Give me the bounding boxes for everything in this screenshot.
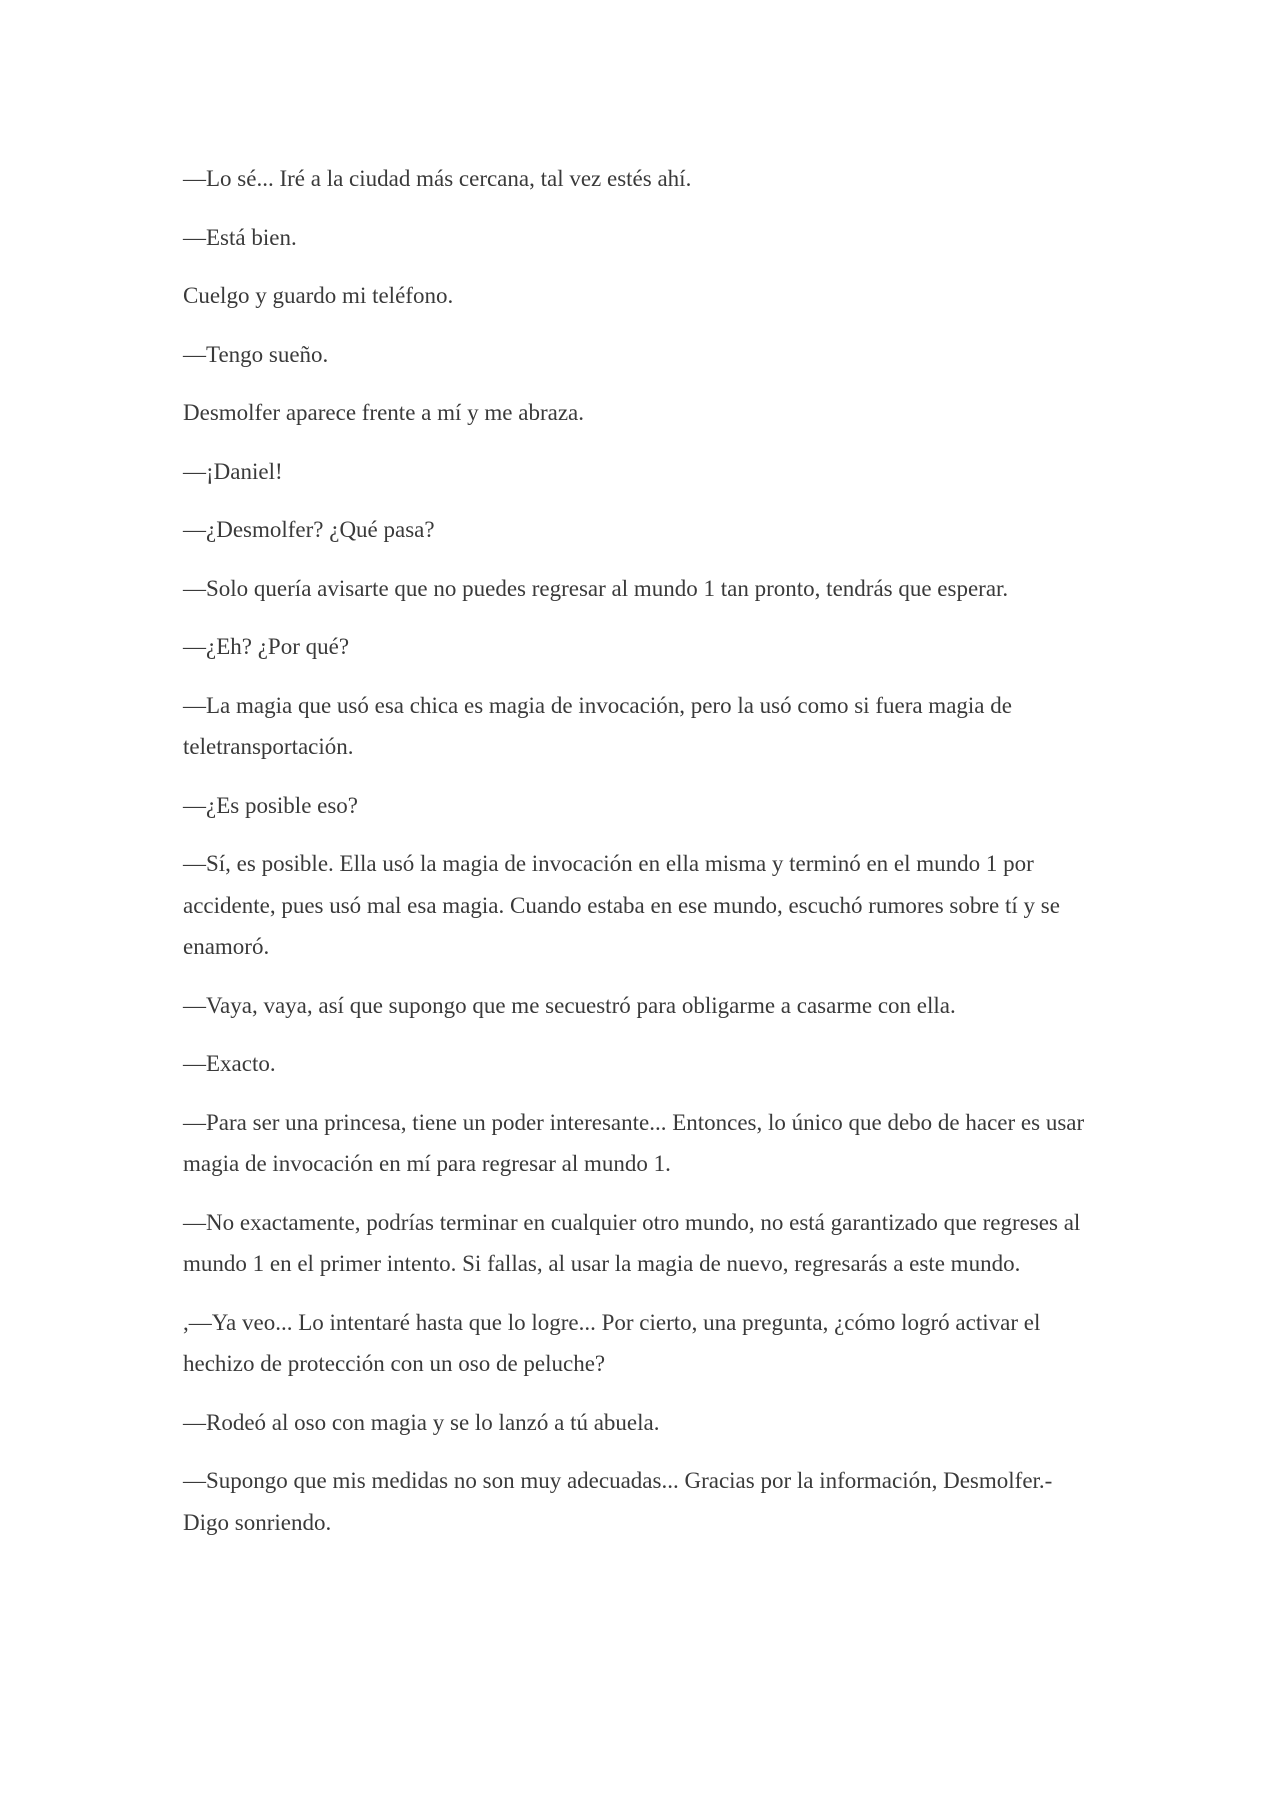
paragraph: Cuelgo y guardo mi teléfono. [183, 283, 454, 308]
paragraph: —Exacto. [183, 1051, 276, 1076]
document-page [183, 158, 1103, 1560]
paragraph: —¿Es posible eso? [183, 792, 359, 818]
paragraph: —¡Daniel! [183, 458, 283, 484]
paragraph: Desmolfer aparece frente a mí y me abraza. [183, 400, 584, 425]
paragraph: —Rodeó al oso con magia y se lo lanzó a tú abuela. [183, 1409, 660, 1435]
paragraph: —Sí, es posible. Ella usó la magia de invocación en ella misma y terminó en el mundo 1 por accidente, pues usó mal esa magia. Cuando estaba en ese mundo, escuchó rumores sobre tí y se enamoró. [183, 851, 1060, 959]
paragraph: —Solo quería avisarte que no puedes regresar al mundo 1 tan pronto, tendrás que esperar. [183, 575, 1009, 601]
paragraph: —Supongo que mis medidas no son muy adecuadas... Gracias por la información, Desmolfer.- Digo sonriendo. [183, 1468, 1053, 1535]
paragraph: —Está bien. [183, 224, 297, 250]
paragraph: —No exactamente, podrías terminar en cualquier otro mundo, no está garantizado que regreses al mundo 1 en el primer intento. Si fallas, al usar la magia de nuevo, regresarás a este mundo. [183, 1209, 1081, 1276]
paragraph: —Tengo sueño. [183, 341, 329, 367]
paragraph: —¿Eh? ¿Por qué? [183, 634, 350, 659]
paragraph: —La magia que usó esa chica es magia de invocación, pero la usó como si fuera magia de teletransportación. [183, 692, 1012, 759]
paragraph: —Para ser una princesa, tiene un poder interesante... Entonces, lo único que debo de hacer es usar magia de invocación en mí para regresar al mundo 1. [183, 1109, 1085, 1176]
paragraph: —Vaya, vaya, así que supongo que me secuestró para obligarme a casarme con ella. [183, 992, 956, 1018]
paragraph: ,—Ya veo... Lo intentaré hasta que lo logre... Por cierto, una pregunta, ¿cómo logró activar el hechizo de protección con un oso de peluche? [183, 1309, 1041, 1376]
paragraph: —Lo sé... Iré a la ciudad más cercana, tal vez estés ahí. [183, 166, 692, 191]
paragraph: —¿Desmolfer? ¿Qué pasa? [183, 517, 435, 542]
